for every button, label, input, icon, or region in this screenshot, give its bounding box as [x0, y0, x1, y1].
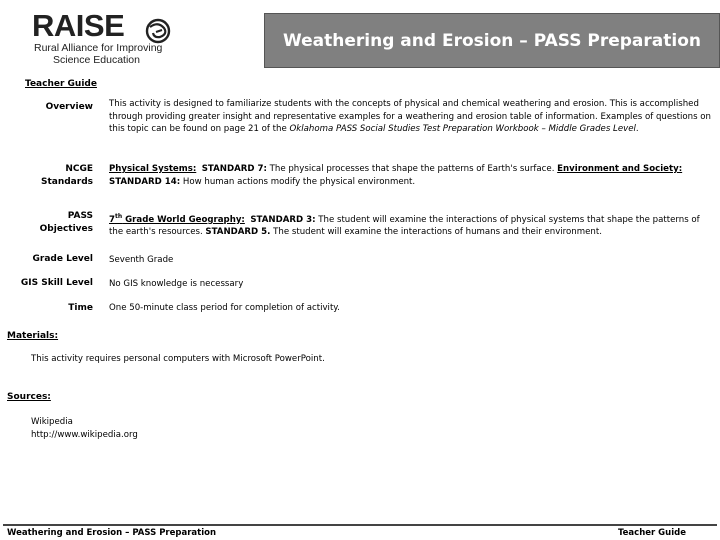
ncge-text	[109, 163, 715, 188]
teacher-guide-heading: Teacher Guide	[25, 79, 97, 89]
ncge-environment-society: Environment and Society:	[557, 164, 683, 174]
pass-text	[109, 211, 715, 239]
ncge-label-line2: Standards	[40, 177, 93, 187]
overview-text-main: This activity is designed to familiarize students with the concepts of physical and chemical weathering and erosion. This is accomplished through providing greater insight and representative examples for a weathering and erosion table of information. Examples of questions on this topic can be found on page 21 of the	[109, 99, 712, 135]
title-banner	[264, 13, 720, 68]
pass-grade-geography	[109, 215, 245, 225]
pass-label-line1: PASS	[67, 211, 93, 221]
ncge-standard14-text: How human actions modify the physical environment.	[180, 176, 416, 187]
ncge-label	[41, 163, 93, 189]
ncge-standard7-text: The physical processes that shape the patterns of Earth's surface.	[266, 164, 558, 174]
source-url[interactable]: http://www.wikipedia.org	[31, 429, 138, 440]
logo-line1: Rural Alliance for Improving	[34, 42, 163, 54]
ncge-standard7: STANDARD 7:	[201, 164, 267, 174]
logo-subtitle	[34, 43, 162, 66]
overview-label: Overview	[45, 102, 93, 112]
logo-line2: Science Education	[53, 53, 140, 66]
materials-heading: Materials:	[7, 331, 59, 341]
overview-workbook-title: Oklahoma PASS Social Studies Test Preparation Workbook – Middle Grades Level	[289, 124, 636, 135]
pass-label-line2: Objectives	[39, 224, 93, 234]
source-name: Wikipedia	[31, 417, 73, 427]
pass-grade-suffix: th	[114, 213, 123, 220]
materials-text: This activity requires personal computers with Microsoft PowerPoint.	[31, 354, 325, 364]
pass-standard5: STANDARD 5.	[205, 227, 271, 238]
raise-logo	[30, 8, 180, 68]
time-label: Time	[68, 303, 93, 313]
pass-standard5-text: The student will examine the interactions of humans and their environment.	[270, 227, 602, 238]
footer-teacher-guide: Teacher Guide	[618, 528, 686, 538]
grade-level-label: Grade Level	[32, 254, 93, 264]
pass-grade-number: 7	[109, 214, 115, 225]
ncge-standard14: STANDARD 14:	[109, 176, 181, 187]
logo-swirl-icon	[144, 18, 172, 44]
page-title: Weathering and Erosion – PASS Preparation	[282, 30, 701, 51]
ncge-physical-systems: Physical Systems:	[109, 164, 197, 174]
logo-word: RAISE	[32, 8, 125, 43]
time-value: One 50-minute class period for completion of activity.	[109, 303, 340, 313]
pass-standard3: STANDARD 3:	[250, 214, 316, 225]
pass-label	[40, 210, 93, 236]
sources-list	[31, 416, 138, 441]
pass-grade-label: Grade World Geography:	[122, 214, 245, 225]
pass-standard3-text: The student will examine the interactions of physical systems that shape the patterns of the earth's resources.	[109, 214, 700, 238]
ncge-label-line1: NCGE	[65, 164, 93, 174]
overview-text	[109, 98, 715, 136]
grade-level-value: Seventh Grade	[109, 255, 174, 265]
gis-skill-label: GIS Skill Level	[20, 278, 93, 288]
gis-skill-value: No GIS knowledge is necessary	[109, 279, 244, 289]
footer-title: Weathering and Erosion – PASS Preparation	[7, 528, 217, 538]
sources-heading: Sources:	[7, 392, 51, 402]
footer-divider	[3, 524, 717, 526]
overview-text-end: .	[635, 124, 639, 135]
